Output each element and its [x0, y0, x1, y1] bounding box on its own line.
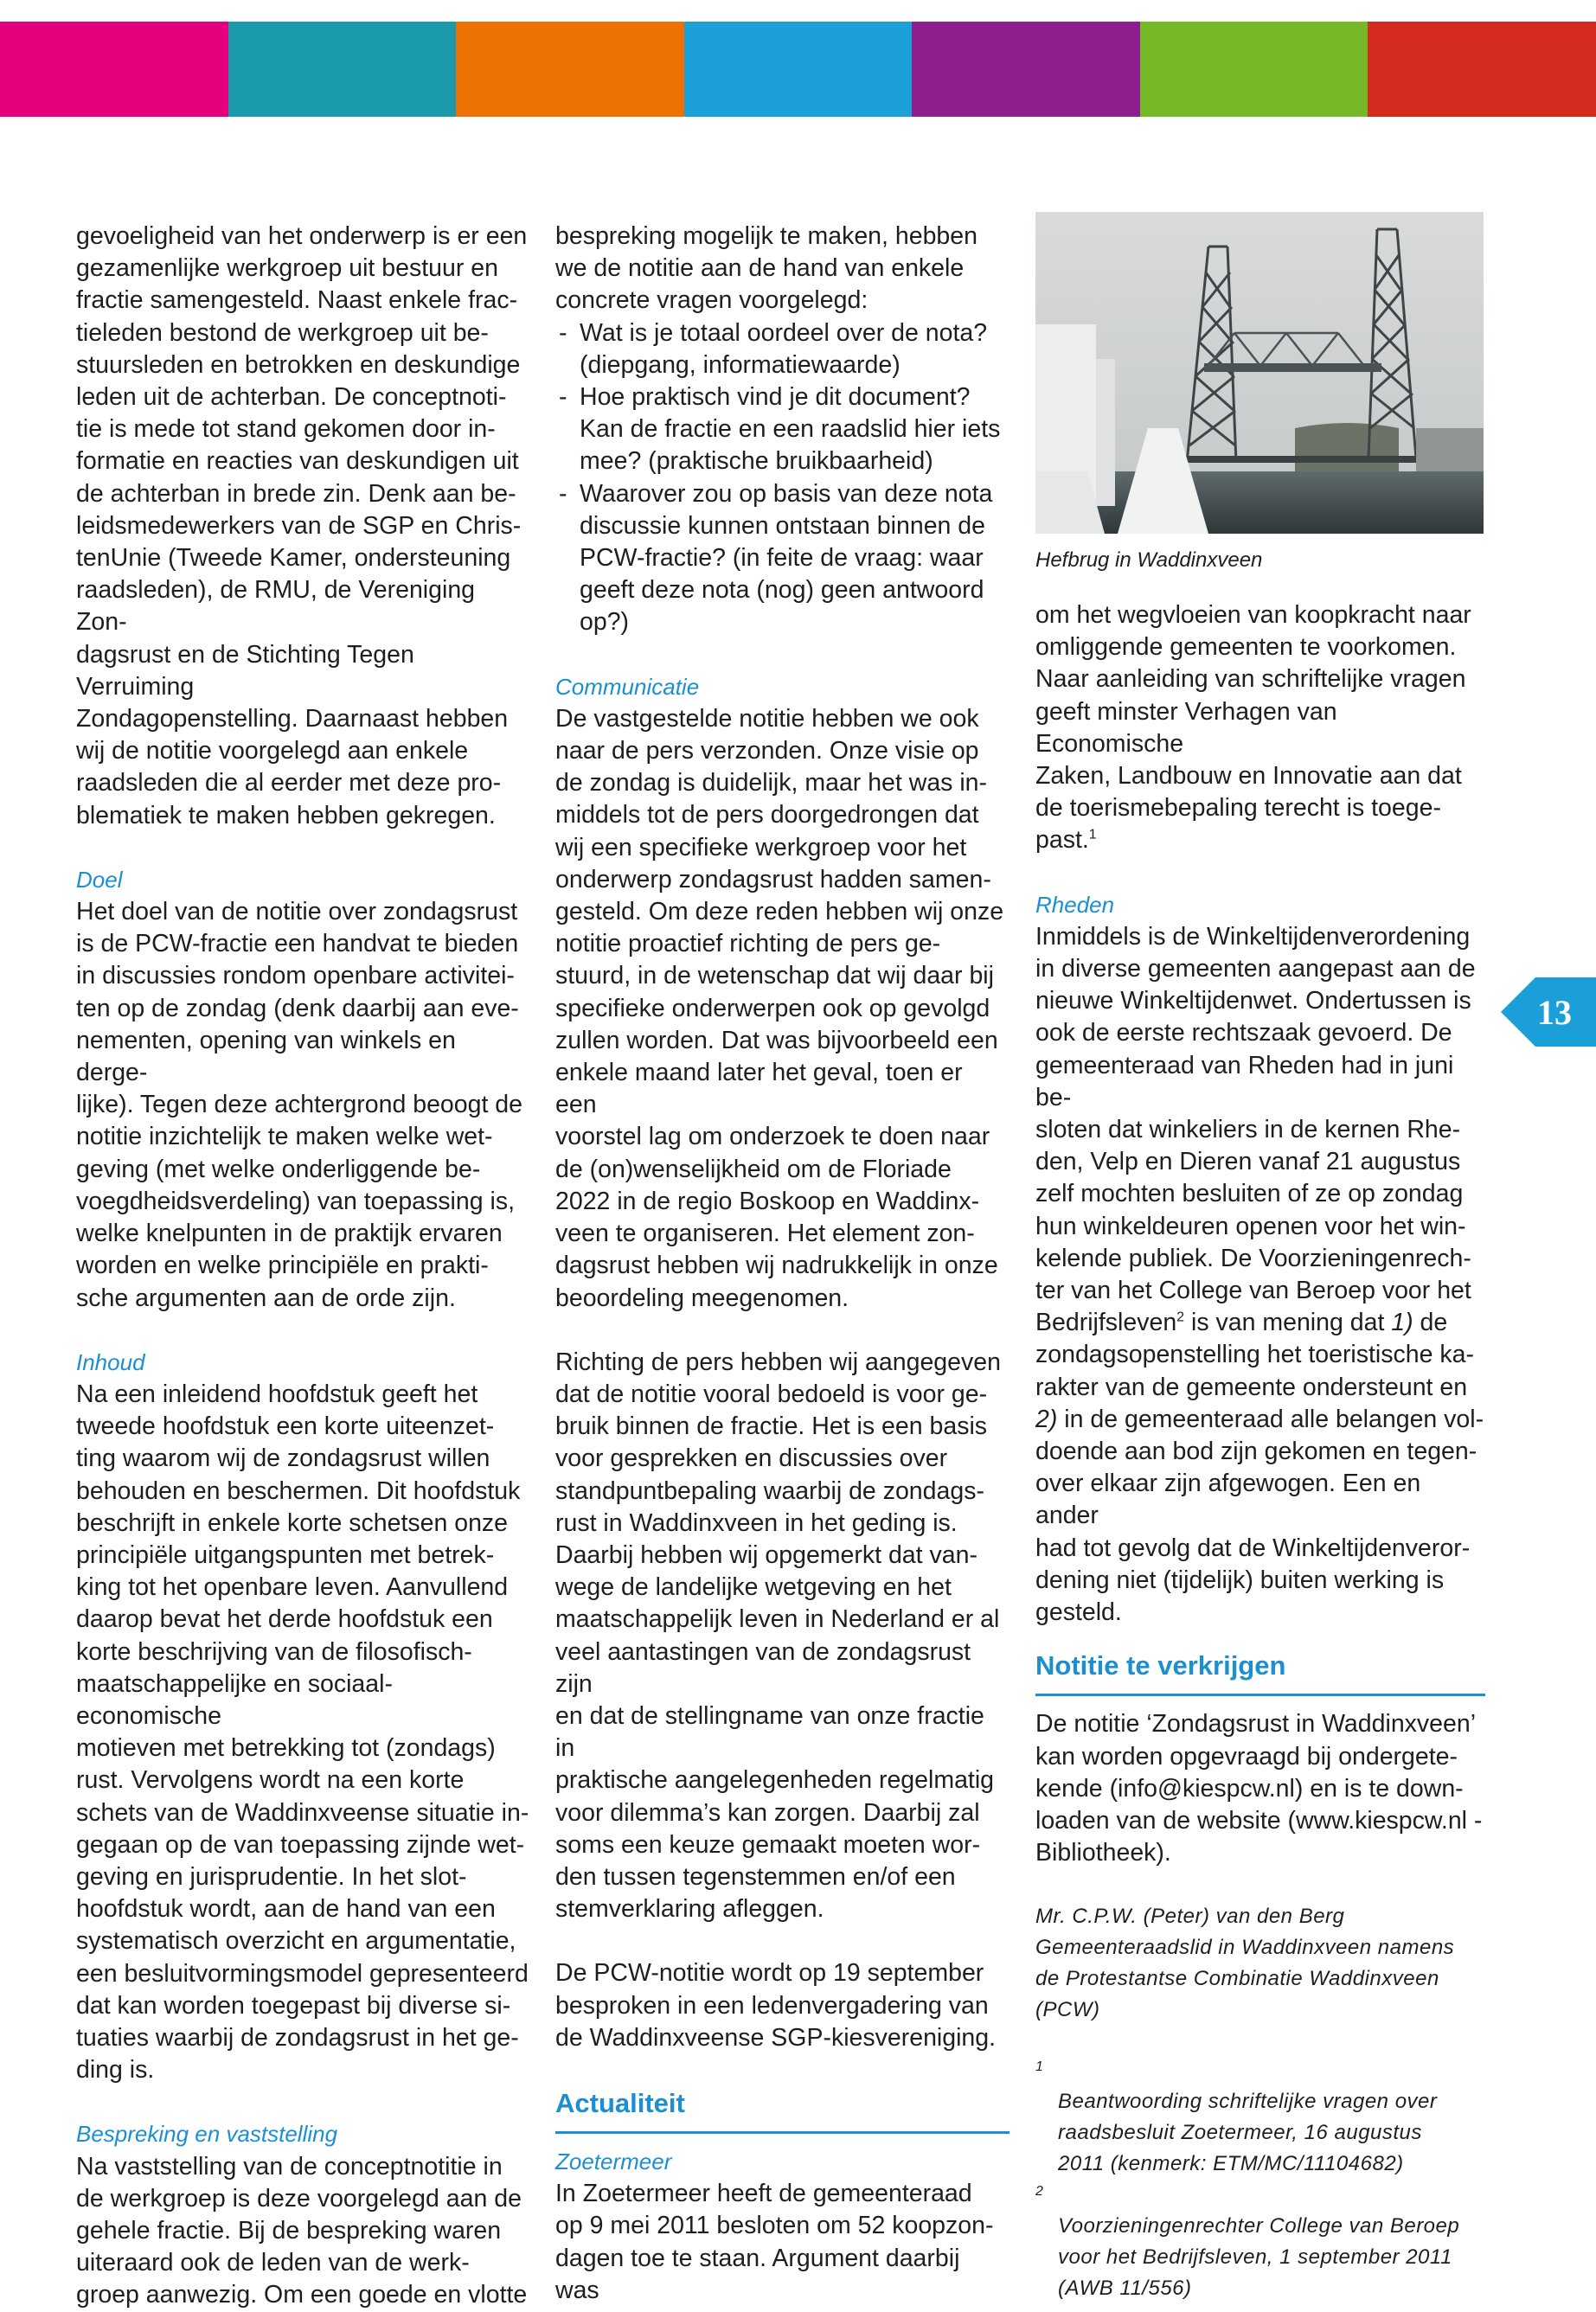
footnote-ref-2: 2	[1176, 1310, 1185, 1325]
rheden-paragraph	[1035, 921, 1485, 1629]
zoetermeer-paragraph: In Zoetermeer heeft de gemeenteraad op 9 mei 2011 besloten om 52 koopzon- dagen toe te staan. Argument daarbij was	[555, 2180, 994, 2304]
color-segment	[912, 22, 1140, 117]
color-segment	[684, 22, 913, 117]
zoetermeer-heading: Zoetermeer	[555, 2148, 672, 2174]
inhoud-paragraph: Na een inleidend hoofdstuk geeft het tweede hoofdstuk een korte uiteenzet- ting waarom wij de zondagsrust willen behouden en beschermen. Dit hoofdstuk beschrijft in enkele korte schetsen onze principiële uitgangspunten met betrek- king tot het openbare leven. Aanvullend daarop bevat het derde hoofdstuk een korte beschrijving van de filosofisch- maatschappelijke en sociaal-economische motieven met betrekking tot (zondags) rust. Vervolgens wordt na een korte schets van de Waddinxveense situatie in- gegaan op de van toepassing zijnde wet- geving en jurisprudentie. In het slot- hoofdstuk wordt, aan de hand van een systematisch overzicht en argumentatie, een besluitvormingsmodel gepresenteerd dat kan worden toegepast bij diverse si- tuaties waarbij de zondagsrust in het ge- ding is.	[76, 1380, 529, 2085]
page-number: 13	[1537, 993, 1572, 1032]
questions-list	[555, 317, 1010, 639]
footnote-ref-1: 1	[1088, 827, 1097, 842]
column-middle	[555, 221, 1010, 2307]
color-bar	[0, 22, 1596, 117]
column-left	[76, 221, 530, 2312]
koopkracht-paragraph	[1035, 599, 1485, 857]
color-segment	[228, 22, 457, 117]
footnote-text: Voorzieningenrechter College van Beroep voor het Bedrijfsleven, 1 september 2011 (AWB 11/556)	[1058, 2214, 1460, 2301]
rheden-text-a: Inmiddels is de Winkeltijdenverordening in diverse gemeenten aangepast aan de nieuwe Winkeltijdenwet. Ondertussen is ook de eerste rechtszaak gevoerd. De gemeenteraad van Rheden had in juni be- sloten dat winkeliers in de kernen Rhe- den, Velp en Dieren vanaf 21 augustus zelf mochten besluiten of ze op zondag hun winkeldeuren openen voor het win- kelende publiek. De Voorzieningenrech- ter van het College van Beroep voor het Bedrijfsleven	[1035, 922, 1476, 1337]
doel-heading: Doel	[76, 866, 123, 893]
bespreking-heading: Bespreking en vaststelling	[76, 2121, 338, 2148]
color-segment	[456, 22, 684, 117]
koopkracht-text: om het wegvloeien van koopkracht naar omliggende gemeenten te voorkomen. Naar aanleiding van schriftelijke vragen geeft minster Verhagen van Economische Zaken, Landbouw en Innovatie aan dat de toerismebepaling terecht is toege- past.	[1035, 601, 1471, 855]
rheden-heading: Rheden	[1035, 891, 1115, 918]
rheden-text-b: is van mening dat	[1184, 1309, 1392, 1337]
rheden-point-2: 2)	[1035, 1405, 1058, 1433]
footnote	[1035, 2055, 1485, 2180]
color-segment	[0, 22, 228, 117]
footnote-number: 2	[1035, 2184, 1044, 2200]
color-segment	[1368, 22, 1596, 117]
list-item: - Waarover zou op basis van deze nota discussie kunnen ontstaan binnen de PCW-fractie? (in feite de vraag: waar geeft deze nota (nog) geen antwoord op?)	[555, 478, 1010, 639]
list-item: - Wat is je totaal oordeel over de nota? (diepgang, informatiewaarde)	[555, 317, 1010, 381]
notitie-paragraph: De notitie ‘Zondagsrust in Waddinxveen’ kan worden opgevraagd bij ondergete- kende (info@kiespcw.nl) en is te down- loaden van de website (www.kiespcw.nl - Bibliotheek).	[1035, 1710, 1483, 1867]
intro-paragraph: gevoeligheid van het onderwerp is er een gezamenlijke werkgroep uit bestuur en fractie samengesteld. Naast enkele frac- tieleden bestond de werkgroep uit be- stuursleden en betrokken en deskundige leden uit de achterban. De conceptnoti- tie is mede tot stand gekomen door in- formatie en reacties van deskundigen uit de achterban in brede zin. Denk aan be- leidsmedewerkers van de SGP en Chris- tenUnie (Tweede Kamer, ondersteuning raadsleden), de RMU, de Vereniging Zon- dagsrust en de Stichting Tegen Verruiming Zondagopenstelling. Daarnaast hebben wij de notitie voorgelegd aan enkele raadsleden die al eerder met deze pro- blematiek te maken hebben gekregen.	[76, 222, 528, 829]
photo-caption: Hefbrug in Waddinxveen	[1035, 548, 1263, 572]
page-number-tab	[1501, 977, 1596, 1047]
rheden-text-c: de zondagsopenstelling het toeristische ka- rakter van de gemeente ondersteunt en	[1035, 1309, 1474, 1401]
communicatie-paragraph: De vastgestelde notitie hebben we ook naar de pers verzonden. Onze visie op de zondag is duidelijk, maar het was in- middels tot de pers doorgedrongen dat wij een specifieke werkgroep voor het onderwerp zondagsrust hadden samen- gesteld. Om deze reden hebben wij onze notitie proactief richting de pers ge- stuurd, in de wetenschap dat wij daar bij specifieke onderwerpen ook op gevolgd zullen worden. Dat was bijvoorbeeld een enkele maand later het geval, toen er een voorstel lag om onderzoek te doen naar de (on)wenselijkheid om de Floriade 2022 in de regio Boskoop en Waddinx- veen te organiseren. Het element zon- dagsrust hebben wij nadrukkelijk in onze beoordeling meegenomen.	[555, 704, 1004, 1312]
communicatie-heading: Communicatie	[555, 673, 700, 700]
column-right	[1035, 212, 1485, 2304]
doel-paragraph: Het doel van de notitie over zondagsrust is de PCW-fractie een handvat te bieden in discussies rondom openbare activitei- ten op de zondag (denk daarbij aan eve- nementen, opening van winkels en derge- lijke). Tegen deze achtergrond beoogt de notitie inzichtelijk te maken welke wet- geving (met welke onderliggende be- voegdheidsverdeling) van toepassing is, welke knelpunten in de praktijk ervaren worden en welke principiële en prakti- sche argumenten aan de orde zijn.	[76, 898, 523, 1312]
inhoud-heading: Inhoud	[76, 1348, 145, 1375]
author-signature: Mr. C.P.W. (Peter) van den Berg Gemeenteraadslid in Waddinxveen namens de Protestantse Combinatie Waddinxveen (PCW)	[1035, 1905, 1455, 2022]
rheden-text-d: in de gemeenteraad alle belangen vol- doende aan bod zijn gekomen en tegen- over elkaar zijn afgewogen. Een en ander had tot gevolg dat de Winkeltijdenveror- dening niet (tijdelijk) buiten werking is gesteld.	[1035, 1405, 1484, 1627]
color-segment	[1140, 22, 1368, 117]
list-item: - Hoe praktisch vind je dit document? Kan de fractie en een raadslid hier iets mee? (praktische bruikbaarheid)	[555, 381, 1010, 478]
rheden-point-1: 1)	[1391, 1309, 1413, 1337]
questions-intro: bespreking mogelijk te maken, hebben we de notitie aan de hand van enkele concrete vragen voorgelegd:	[555, 222, 977, 315]
bespreking-paragraph: Na vaststelling van de conceptnotitie in de werkgroep is deze voorgelegd aan de gehele fractie. Bij de bespreking waren uiteraard ook de leden van de werk- groep aanwezig. Om een goede en vlotte	[76, 2152, 528, 2309]
footnote	[1035, 2180, 1485, 2304]
pcw-paragraph: De PCW-notitie wordt op 19 september besproken in een ledenvergadering van de Waddinxveense SGP-kiesvereniging.	[555, 1959, 997, 2052]
notitie-heading: Notitie te verkrijgen	[1035, 1649, 1485, 1696]
actualiteit-heading: Actualiteit	[555, 2086, 1010, 2134]
bridge-photo	[1035, 212, 1484, 534]
footnote-text: Beantwoording schriftelijke vragen over raadsbesluit Zoetermeer, 16 augustus 2011 (kenmerk: ETM/MC/11104682)	[1058, 2090, 1438, 2176]
pers-paragraph: Richting de pers hebben wij aangegeven dat de notitie vooral bedoeld is voor ge- bruik binnen de fractie. Het is een basis voor gesprekken en discussies over standpuntbepaling waarbij de zondags- rust in Waddinxveen in het geding is. Daarbij hebben wij opgemerkt dat van- wege de landelijke wetgeving en het maatschappelijk leven in Nederland er al veel aantastingen van de zondagsrust zijn en dat de stellingname van onze fractie in praktische aangelegenheden regelmatig voor dilemma’s kan zorgen. Daarbij zal soms een keuze gemaakt moeten wor- den tussen tegenstemmen en/of een stemverklaring afleggen.	[555, 1348, 1001, 1924]
footnote-number: 1	[1035, 2059, 1044, 2075]
